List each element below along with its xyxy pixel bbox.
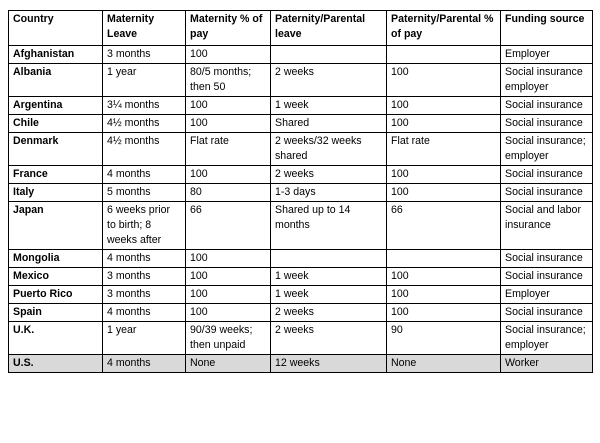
funding-source-cell: Social insurance employer <box>501 64 593 97</box>
paternity-pay-cell <box>387 46 501 64</box>
funding-source-cell: Social insurance <box>501 184 593 202</box>
maternity-pay-cell: 100 <box>186 268 271 286</box>
maternity-pay-cell: 100 <box>186 166 271 184</box>
maternity-pay-cell: 100 <box>186 304 271 322</box>
table-row <box>9 202 593 250</box>
maternity-leave-cell: 4 months <box>103 166 186 184</box>
table-row <box>9 97 593 115</box>
country-cell: Spain <box>9 304 103 322</box>
paternity-pay-cell: 100 <box>387 166 501 184</box>
maternity-leave-cell: 4½ months <box>103 133 186 166</box>
paternity-leave-cell: 2 weeks <box>271 64 387 97</box>
table-row-highlighted <box>9 355 593 373</box>
paternity-pay-cell: 100 <box>387 184 501 202</box>
country-cell: Japan <box>9 202 103 250</box>
maternity-pay-cell: 100 <box>186 46 271 64</box>
paternity-leave-cell: Shared <box>271 115 387 133</box>
header-paternity-pay: Paternity/Parental % of pay <box>387 11 501 46</box>
country-cell: Afghanistan <box>9 46 103 64</box>
country-cell: U.K. <box>9 322 103 355</box>
maternity-pay-cell: 66 <box>186 202 271 250</box>
paternity-pay-cell: 100 <box>387 115 501 133</box>
funding-source-cell: Worker <box>501 355 593 373</box>
header-country: Country <box>9 11 103 46</box>
paternity-pay-cell: 100 <box>387 268 501 286</box>
paternity-leave-cell <box>271 46 387 64</box>
maternity-leave-cell: 3 months <box>103 268 186 286</box>
maternity-leave-cell: 5 months <box>103 184 186 202</box>
maternity-pay-cell: 100 <box>186 250 271 268</box>
maternity-leave-cell: 1 year <box>103 322 186 355</box>
table-row <box>9 304 593 322</box>
table-row <box>9 64 593 97</box>
maternity-pay-cell: 90/39 weeks; then unpaid <box>186 322 271 355</box>
paternity-pay-cell <box>387 250 501 268</box>
header-maternity-leave: Maternity Leave <box>103 11 186 46</box>
country-cell: Chile <box>9 115 103 133</box>
maternity-leave-cell: 3 months <box>103 46 186 64</box>
maternity-leave-cell: 3¼ months <box>103 97 186 115</box>
paternity-leave-cell: 1 week <box>271 268 387 286</box>
funding-source-cell: Social and labor insurance <box>501 202 593 250</box>
table-row <box>9 322 593 355</box>
funding-source-cell: Social insurance; employer <box>501 133 593 166</box>
paternity-pay-cell: Flat rate <box>387 133 501 166</box>
country-cell: Mexico <box>9 268 103 286</box>
paternity-leave-cell: 2 weeks/32 weeks shared <box>271 133 387 166</box>
table-row <box>9 115 593 133</box>
table-row <box>9 286 593 304</box>
paternity-pay-cell: 100 <box>387 304 501 322</box>
parental-leave-table <box>8 10 593 373</box>
paternity-leave-cell: 1 week <box>271 286 387 304</box>
maternity-leave-cell: 3 months <box>103 286 186 304</box>
paternity-leave-cell: 1-3 days <box>271 184 387 202</box>
country-cell: Puerto Rico <box>9 286 103 304</box>
paternity-pay-cell: 100 <box>387 286 501 304</box>
maternity-pay-cell: 100 <box>186 286 271 304</box>
table-row <box>9 268 593 286</box>
maternity-leave-cell: 4½ months <box>103 115 186 133</box>
header-paternity-leave: Paternity/Parental leave <box>271 11 387 46</box>
maternity-pay-cell: None <box>186 355 271 373</box>
paternity-pay-cell: None <box>387 355 501 373</box>
maternity-leave-cell: 6 weeks prior to birth; 8 weeks after <box>103 202 186 250</box>
country-cell: Denmark <box>9 133 103 166</box>
header-row <box>9 11 593 46</box>
funding-source-cell: Social insurance <box>501 304 593 322</box>
maternity-pay-cell: 100 <box>186 115 271 133</box>
paternity-leave-cell: 1 week <box>271 97 387 115</box>
table-row <box>9 184 593 202</box>
paternity-leave-cell: 2 weeks <box>271 322 387 355</box>
maternity-leave-cell: 4 months <box>103 304 186 322</box>
maternity-leave-cell: 4 months <box>103 250 186 268</box>
paternity-leave-cell: 2 weeks <box>271 304 387 322</box>
maternity-leave-cell: 4 months <box>103 355 186 373</box>
paternity-pay-cell: 100 <box>387 64 501 97</box>
header-maternity-pay: Maternity % of pay <box>186 11 271 46</box>
paternity-pay-cell: 90 <box>387 322 501 355</box>
funding-source-cell: Social insurance <box>501 268 593 286</box>
country-cell: U.S. <box>9 355 103 373</box>
funding-source-cell: Social insurance <box>501 115 593 133</box>
paternity-leave-cell: 2 weeks <box>271 166 387 184</box>
maternity-pay-cell: 80 <box>186 184 271 202</box>
country-cell: Albania <box>9 64 103 97</box>
maternity-leave-cell: 1 year <box>103 64 186 97</box>
header-funding-source: Funding source <box>501 11 593 46</box>
funding-source-cell: Employer <box>501 286 593 304</box>
funding-source-cell: Social insurance <box>501 166 593 184</box>
table-row <box>9 133 593 166</box>
table-row <box>9 166 593 184</box>
maternity-pay-cell: 80/5 months; then 50 <box>186 64 271 97</box>
paternity-leave-cell: 12 weeks <box>271 355 387 373</box>
maternity-pay-cell: Flat rate <box>186 133 271 166</box>
paternity-leave-cell <box>271 250 387 268</box>
maternity-pay-cell: 100 <box>186 97 271 115</box>
funding-source-cell: Social insurance; employer <box>501 322 593 355</box>
country-cell: France <box>9 166 103 184</box>
table-row <box>9 46 593 64</box>
funding-source-cell: Employer <box>501 46 593 64</box>
paternity-pay-cell: 66 <box>387 202 501 250</box>
funding-source-cell: Social insurance <box>501 97 593 115</box>
funding-source-cell: Social insurance <box>501 250 593 268</box>
country-cell: Argentina <box>9 97 103 115</box>
paternity-pay-cell: 100 <box>387 97 501 115</box>
table-row <box>9 250 593 268</box>
country-cell: Mongolia <box>9 250 103 268</box>
country-cell: Italy <box>9 184 103 202</box>
paternity-leave-cell: Shared up to 14 months <box>271 202 387 250</box>
